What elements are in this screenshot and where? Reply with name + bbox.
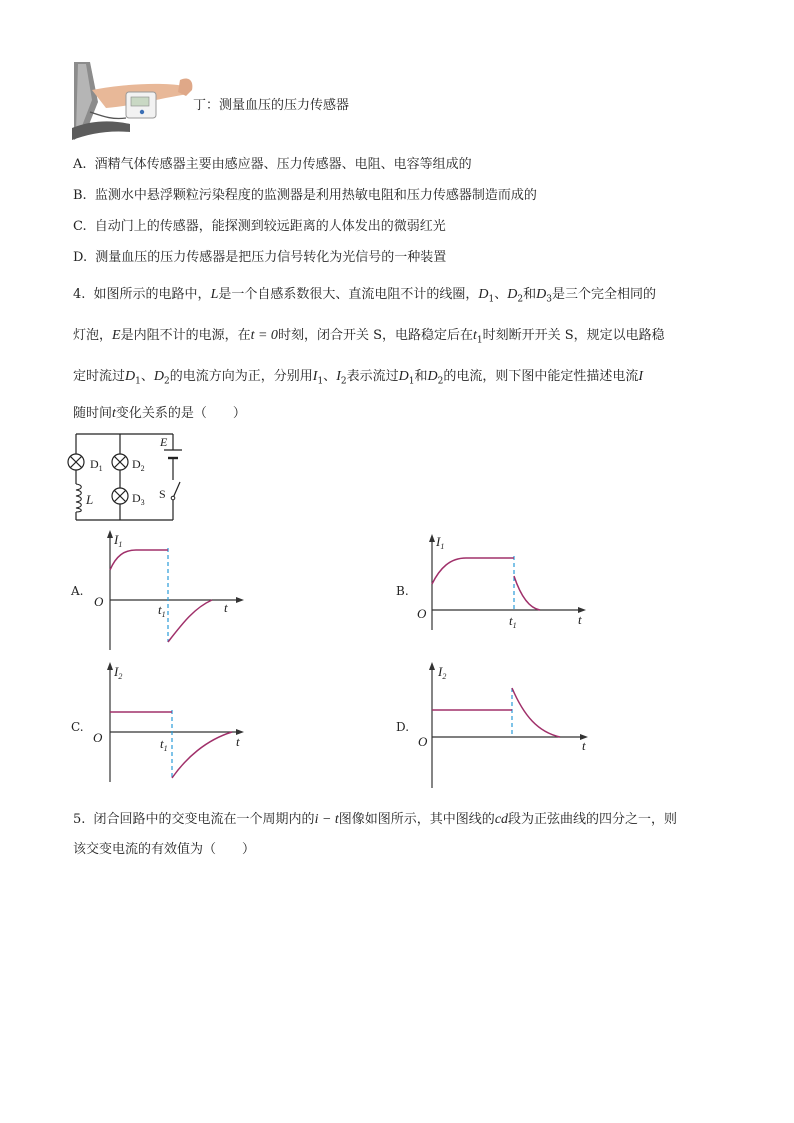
label-e: E	[160, 435, 168, 449]
option-letter: D.	[73, 250, 88, 265]
axis-t: t	[582, 738, 586, 753]
graph-c	[90, 660, 250, 785]
q5-line-1: 5. 闭合回路中的交变电流在一个周期内的i − t图像如图所示，其中图线的cd段为正弦曲线的四分之一，则	[73, 812, 678, 827]
axis-i2: $I_2$	[438, 664, 447, 681]
tick-t1: $t_1$	[509, 613, 517, 630]
q3-option-b[interactable]	[73, 184, 537, 203]
graph-b	[412, 532, 592, 632]
q3-option-c[interactable]	[73, 215, 446, 234]
graph-d	[412, 660, 597, 790]
switch-blade	[173, 482, 180, 498]
tick-t1: $t_1$	[160, 736, 168, 753]
tick-t1: $t_1$	[158, 602, 166, 619]
figure-d-caption: 丁：测量血压的压力传感器	[193, 98, 350, 113]
q5-line-2: 该交变电流的有效值为（ ）	[73, 842, 256, 857]
option-letter: B.	[73, 188, 87, 203]
option-b-label[interactable]: B.	[396, 584, 409, 598]
axis-i1: $I_1$	[114, 532, 123, 549]
option-text: 监测水中悬浮颗粒污染程度的监测器是利用热敏电阻和压力传感器制造而成的	[94, 188, 537, 203]
axis-t: t	[224, 600, 228, 615]
q4-line-2: 灯泡，E是内阻不计的电源，在t = 0时刻，闭合开关 S，电路稳定后在$t_1$时刻断开开关 S，规定以电路稳	[73, 328, 665, 346]
origin-o: O	[93, 730, 103, 745]
graph-a	[90, 528, 250, 653]
axis-i2: $I_2$	[114, 664, 123, 681]
origin-o: O	[418, 734, 428, 749]
option-text: 酒精气体传感器主要由感应器、压力传感器、电阻、电容等组成的	[94, 157, 472, 172]
lamp-d3-icon	[112, 488, 128, 504]
origin-o: O	[94, 594, 104, 609]
option-a-label[interactable]: A.	[71, 584, 84, 598]
option-text: 测量血压的压力传感器是把压力信号转化为光信号的一种装置	[95, 250, 447, 265]
option-letter: C.	[73, 219, 87, 234]
blood-pressure-photo	[72, 62, 196, 142]
option-text: 自动门上的传感器，能探测到较远距离的人体发出的微弱红光	[94, 219, 446, 234]
axis-t: t	[578, 612, 582, 627]
lamp-d1-icon	[68, 454, 84, 470]
option-letter: A.	[73, 157, 87, 172]
switch-contact	[171, 496, 175, 500]
inductor-coil-icon	[76, 484, 81, 512]
label-d3: $D_3$	[132, 491, 145, 507]
label-l: L	[86, 492, 94, 507]
lamp-d2-icon	[112, 454, 128, 470]
axis-i1: $I_1$	[436, 534, 445, 551]
label-d2: $D_2$	[132, 457, 145, 473]
q3-option-a[interactable]	[73, 153, 472, 172]
axis-t: t	[236, 734, 240, 749]
q3-option-d[interactable]	[73, 246, 446, 265]
option-d-label[interactable]: D.	[396, 720, 410, 734]
label-s: S	[159, 487, 166, 501]
origin-o: O	[417, 606, 427, 621]
label-d1: $D_1$	[90, 457, 103, 473]
q4-line-4: 随时间t变化关系的是（ ）	[73, 406, 246, 421]
option-c-label[interactable]: C.	[71, 720, 84, 734]
q4-line-3: 定时流过$D_1$、$D_2$的电流方向为正，分别用$I_1$、$I_2$表示流过$D_1$和$D_2$的电流，则下图中能定性描述电流I	[73, 369, 644, 387]
q4-line-1: 4. 如图所示的电路中，L是一个自感系数很大、直流电阻不计的线圈，$D_1$、$D_2$和$D_3$是三个完全相同的	[73, 287, 656, 305]
circuit-diagram	[66, 428, 196, 526]
